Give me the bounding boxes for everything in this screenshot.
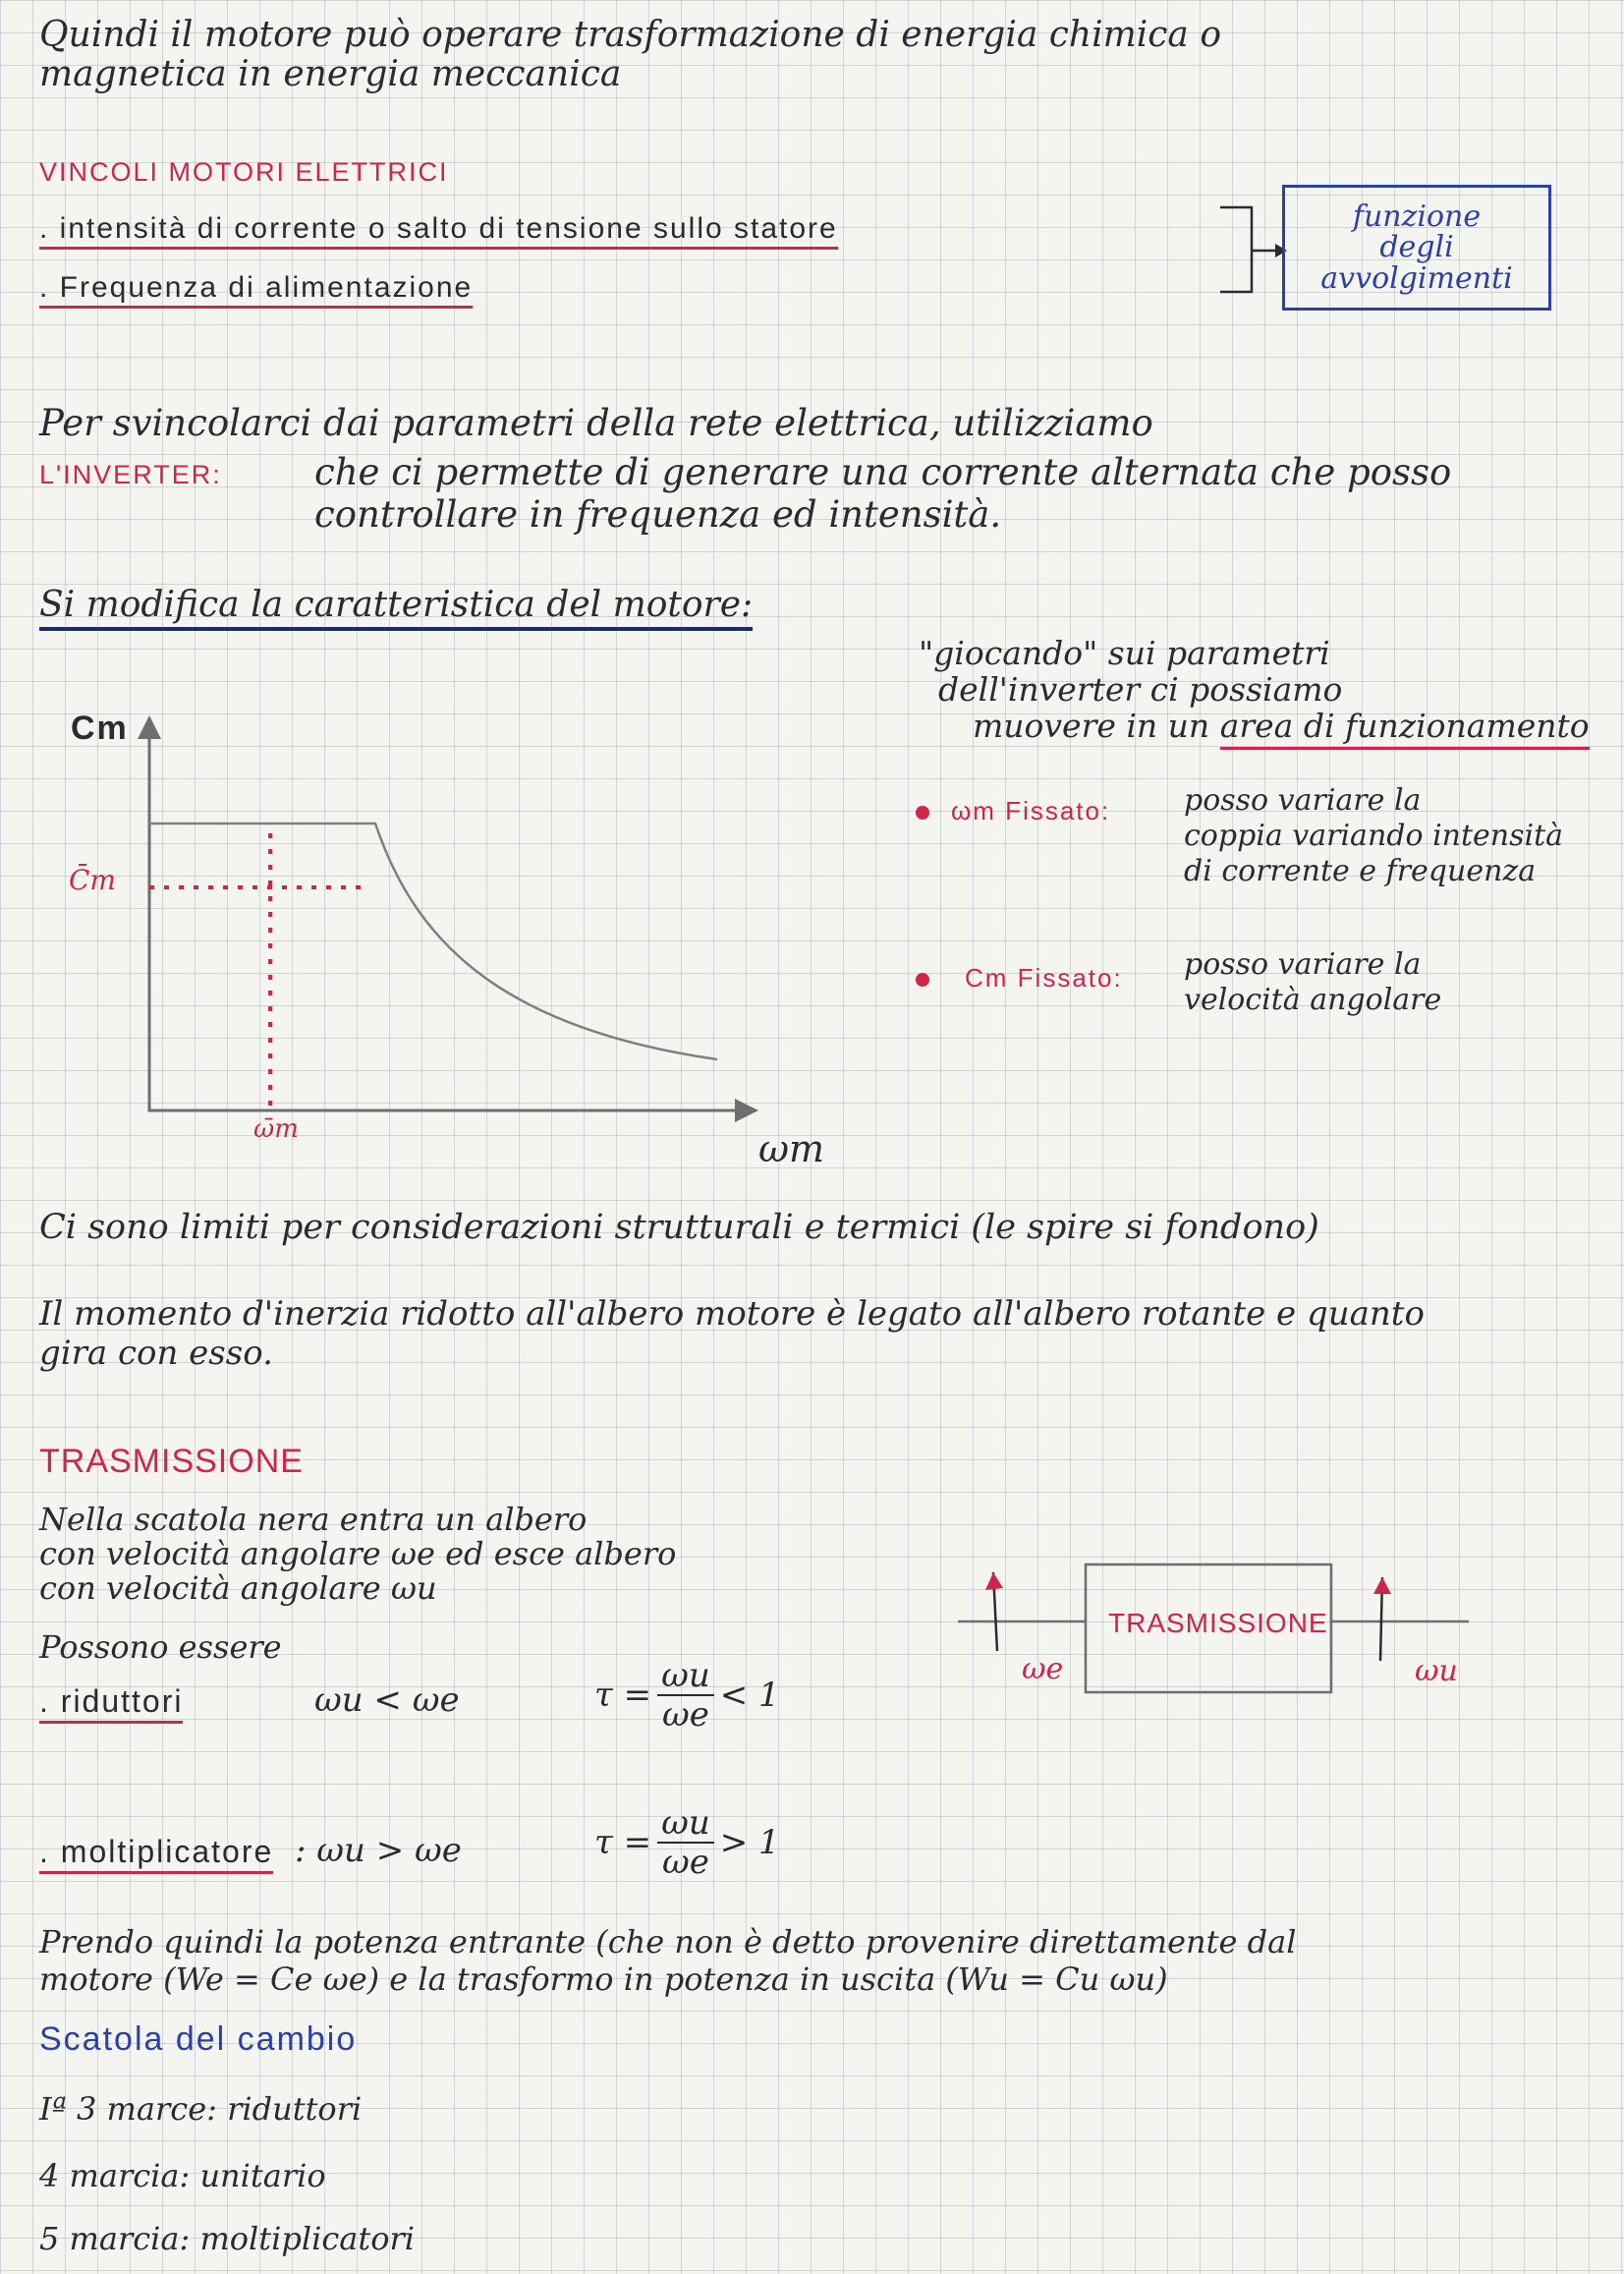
diagram-wu-label: ωu: [1415, 1654, 1458, 1688]
modifica-heading: Si modifica la caratteristica del motore:: [39, 588, 753, 623]
bullet-2-line-1: posso variare la: [1184, 947, 1422, 982]
cambio-line-1: Iª 3 marce: riduttori: [39, 2090, 363, 2128]
x-axis-label: ωm: [758, 1127, 825, 1170]
trasmissione-line-1: Nella scatola nera entra un albero: [39, 1501, 588, 1538]
limiti-line-2: Il momento d'inerzia ridotto all'albero motore è legato all'albero rotante e quanto: [39, 1294, 1425, 1334]
transmission-box-label: TRASMISSIONE: [1108, 1608, 1328, 1638]
transmission-diagram: [958, 1543, 1469, 1739]
trasmissione-title: TRASMISSIONE: [39, 1443, 304, 1480]
note-giocando-2: dell'inverter ci possiamo: [938, 670, 1343, 709]
limiti-line-3: gira con esso.: [39, 1334, 273, 1373]
cm-tick-label: C̄m: [69, 864, 116, 896]
riduttori-relation: ωu < ωe: [314, 1680, 460, 1720]
characteristic-curve: [149, 824, 717, 1059]
note-giocando-3: muovere in un area di funzionamento: [973, 710, 1590, 742]
bullet-1-line-1: posso variare la: [1184, 783, 1422, 818]
bullet-1-line-3: di corrente e frequenza: [1184, 854, 1537, 888]
trasmissione-line-2: con velocità angolare ωe ed esce albero: [39, 1535, 677, 1572]
moltiplicatore-relation: : ωu > ωe: [295, 1831, 462, 1870]
inverter-line-2: che ci permette di generare una corrente alternata che posso: [314, 451, 1452, 493]
inverter-line-3: controllare in frequenza ed intensità.: [314, 493, 1002, 536]
inverter-label: L'INVERTER:: [39, 460, 222, 489]
cambio-title: Scatola del cambio: [39, 2020, 358, 2058]
moltiplicatore-label: . moltiplicatore: [39, 1836, 273, 1867]
trasmissione-line-3: con velocità angolare ωu: [39, 1569, 437, 1607]
wm-tick-label: ω̄m: [253, 1114, 299, 1144]
potenza-line-2: motore (We = Ce ωe) e la trasformo in potenza in uscita (Wu = Cu ωu): [39, 1961, 1168, 1998]
intro-line-1: Quindi il motore può operare trasformazione di energia chimica o: [39, 15, 1222, 55]
limiti-line-1: Ci sono limiti per considerazioni strutturali e termici (le spire si fondono): [39, 1208, 1319, 1247]
bullet-2-line-2: velocità angolare: [1184, 983, 1442, 1017]
cambio-line-2: 4 marcia: unitario: [39, 2157, 326, 2194]
bullet-dot-1: [916, 806, 929, 820]
diagram-we-label: ωe: [1022, 1652, 1064, 1686]
bullet-2-label: Cm Fissato:: [965, 963, 1123, 993]
avvolgimenti-box: funzione degli avvolgimenti: [1282, 185, 1551, 311]
note-giocando-1: "giocando" sui parametri: [919, 634, 1330, 672]
potenza-line-1: Prendo quindi la potenza entrante (che non è detto provenire direttamente dal: [39, 1923, 1297, 1961]
y-axis-label: Cm: [71, 710, 129, 747]
torque-speed-graph: [118, 708, 865, 1169]
riduttori-label: . riduttori: [39, 1685, 183, 1717]
vincoli-item-1: . intensità di corrente o salto di tensione sullo statore: [39, 214, 838, 244]
inverter-line-1: Per svincolarci dai parametri della rete elettrica, utilizziamo: [39, 402, 1153, 444]
bullet-1-label: ωm Fissato:: [951, 796, 1111, 825]
vincoli-title: VINCOLI MOTORI ELETTRICI: [39, 157, 449, 187]
intro-line-2: magnetica in energia meccanica: [39, 54, 622, 94]
cambio-line-3: 5 marcia: moltiplicatori: [39, 2220, 415, 2257]
possono-essere: Possono essere: [39, 1628, 282, 1666]
vincoli-item-2: . Frequenza di alimentazione: [39, 273, 473, 303]
bullet-1-line-2: coppia variando intensità: [1184, 819, 1564, 853]
bullet-dot-2: [916, 973, 929, 987]
riduttori-ratio: τ = $\frac{\omega u}{\omega e}$ < 1: [594, 1656, 780, 1734]
moltiplicatore-ratio: τ = $\frac{\omega u}{\omega e}$ > 1: [594, 1803, 780, 1882]
